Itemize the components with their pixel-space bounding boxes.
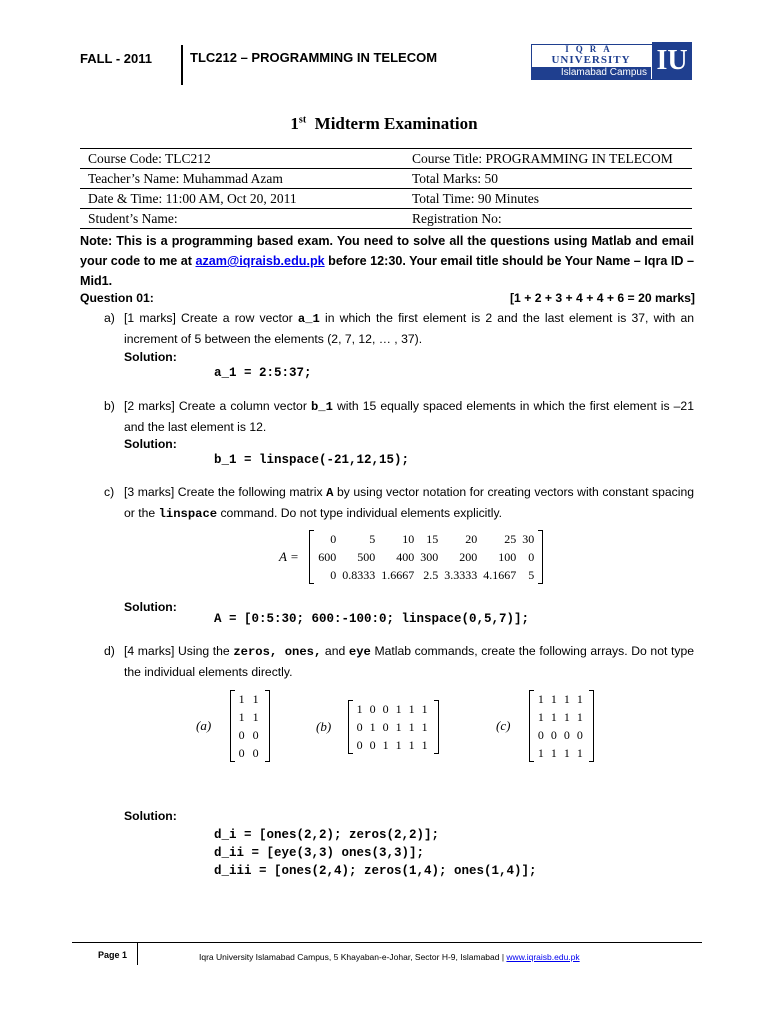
term-label: FALL - 2011 — [80, 51, 153, 66]
code-line-3: d_iii = [ones(2,4); zeros(1,4); ones(1,4)]; — [214, 864, 537, 878]
matrix-A-cell: 200 — [459, 549, 478, 564]
matrix-A-cell: 0.8333 — [342, 567, 376, 582]
matrix-A-cell: 4.1667 — [483, 567, 517, 582]
matrix-d-c: (c) 1 1 1 1 1 1 1 1 0 0 0 0 1 1 1 1 — [496, 690, 594, 762]
code-line-2: d_ii = [eye(3,3) ones(3,3)]; — [214, 846, 425, 860]
total-time: Total Time: 90 Minutes — [404, 189, 692, 209]
logo-line2: UNIVERSITY — [551, 54, 631, 66]
matrix-d-a-cell: 1 — [238, 691, 247, 706]
student-name-field: Student’s Name: — [80, 209, 404, 229]
matrix-d-a-cell: 0 — [252, 745, 261, 760]
registration-no-field: Registration No: — [404, 209, 692, 229]
matrix-d-a-cell: 1 — [238, 709, 247, 724]
matrix-d-a: (a) 1 1 1 1 0 0 0 0 — [196, 690, 270, 762]
part-b-text: [2 marks] Create a column vector b_1 with 15 equally spaced elements in which the first element is –21 and the last element is 12. — [124, 399, 694, 434]
part-c-code: A = [0:5:30; 600:-100:0; linspace(0,5,7)]; — [214, 612, 530, 626]
matrix-A-cell: 5 — [528, 567, 535, 582]
exam-title: 1st Midterm Examination — [290, 114, 478, 133]
footer-rule — [72, 942, 702, 943]
part-a-letter: a) — [104, 311, 115, 325]
part-c-letter: c) — [104, 485, 115, 499]
matrix-A-cell: 20 — [465, 531, 478, 546]
course-header: TLC212 – PROGRAMMING IN TELECOM — [190, 50, 438, 65]
matrix-d-a-cell: 0 — [238, 727, 247, 742]
course-code: Course Code: TLC212 — [80, 149, 404, 169]
matrix-A-cell: 5 — [369, 531, 376, 546]
part-b-code: b_1 = linspace(-21,12,15); — [214, 453, 410, 467]
matrix-A-cell: 500 — [357, 549, 376, 564]
matrix-d-a-cell: 0 — [238, 745, 247, 760]
matrix-d-a-cell: 0 — [252, 727, 261, 742]
matrix-A-cell: 300 — [420, 549, 439, 564]
matrix-A-cell: 0 — [330, 567, 337, 582]
logo-mark: IU — [652, 42, 692, 80]
matrix-A-cell: 1.6667 — [381, 567, 415, 582]
question-1-label: Question 01: — [80, 291, 154, 305]
part-d-solution-label: Solution: — [124, 809, 177, 823]
university-logo — [531, 42, 693, 82]
part-c-text: [3 marks] Create the following matrix A by using vector notation for creating vectors with constant spacing or the linspace command. Do not type individual elements explicitly. — [124, 485, 694, 521]
logo-line1: IQRA — [565, 44, 617, 54]
matrix-A-cell: 600 — [318, 549, 337, 564]
logo-campus: Islamabad Campus — [531, 67, 651, 79]
matrix-d-c-cell: 0 0 0 0 — [537, 727, 585, 742]
total-marks: Total Marks: 50 — [404, 169, 692, 189]
matrix-d-c-cell: 1 1 1 1 — [537, 691, 585, 706]
footer-url-link[interactable]: www.iqraisb.edu.pk — [506, 952, 580, 962]
matrix-A-cell: 25 — [504, 531, 517, 546]
matrix-d-a-cell: 1 — [252, 709, 261, 724]
part-c-solution-label: Solution: — [124, 600, 177, 614]
part-a-code: a_1 = 2:5:37; — [214, 366, 312, 380]
part-d-code — [214, 826, 537, 880]
matrix-A — [279, 530, 543, 584]
question-1-marks: [1 + 2 + 3 + 4 + 4 + 6 = 20 marks] — [510, 291, 695, 305]
matrix-A-cell: 100 — [498, 549, 517, 564]
matrix-A-cell: 400 — [396, 549, 415, 564]
part-b-letter: b) — [104, 399, 115, 413]
teacher-name: Teacher’s Name: Muhammad Azam — [80, 169, 404, 189]
course-title: Course Title: PROGRAMMING IN TELECOM — [404, 149, 692, 169]
code-line-1: d_i = [ones(2,2); zeros(2,2)]; — [214, 828, 440, 842]
matrix-d-c-cell: 1 1 1 1 — [537, 745, 585, 760]
footer-divider — [137, 943, 138, 965]
header-divider — [181, 45, 183, 85]
part-d-text: [4 marks] Using the zeros, ones, and eye Matlab commands, create the following arrays. Do not type the individual elements directly. — [124, 644, 695, 679]
date-time: Date & Time: 11:00 AM, Oct 20, 2011 — [80, 189, 404, 209]
matrix-A-cell: 2.5 — [423, 567, 439, 582]
matrix-A-cell: 30 — [522, 531, 535, 546]
matrix-A-cell: 10 — [402, 531, 415, 546]
matrix-d-c-cell: 1 1 1 1 — [537, 709, 585, 724]
matrix-d-b-cell: 1 0 0 1 1 1 — [356, 701, 430, 716]
matrix-d-b-cell: 0 1 0 1 1 1 — [356, 719, 430, 734]
email-link[interactable]: azam@iqraisb.edu.pk — [195, 254, 325, 268]
part-a-text: [1 marks] Create a row vector a_1 in which the first element is 2 and the last element is 37, with an increment of 5 between the elements (2, 7, 12, … , 37). — [124, 311, 694, 346]
exam-note: Note: This is a programming based exam. You need to solve all the questions using Matlab and email your code to me at azam@iqraisb.edu.pk before 12:30. Your email title should be Your Name – Iqra ID – Mid1. — [80, 234, 694, 288]
matrix-A-cell: 0 — [330, 531, 337, 546]
matrix-A-cell: 0 — [528, 549, 535, 564]
part-b-solution-label: Solution: — [124, 437, 177, 451]
matrix-d-b-cell: 0 0 1 1 1 1 — [356, 737, 430, 752]
matrix-A-cell: 3.3333 — [444, 567, 478, 582]
footer-address: Iqra University Islamabad Campus, 5 Khayaban-e-Johar, Sector H-9, Islamabad | www.iqraisb.edu.pk — [199, 952, 580, 962]
matrix-d-b: (b) 1 0 0 1 1 1 0 1 0 1 1 1 0 0 1 1 1 1 — [316, 700, 439, 754]
matrix-d-a-cell: 1 — [252, 691, 261, 706]
exam-info-table — [80, 148, 692, 229]
part-a-solution-label: Solution: — [124, 350, 177, 364]
matrix-A-cell: 15 — [426, 531, 439, 546]
page-number: Page 1 — [98, 950, 128, 960]
matrix-A-label: A = — [279, 549, 299, 564]
part-d-letter: d) — [104, 644, 115, 658]
